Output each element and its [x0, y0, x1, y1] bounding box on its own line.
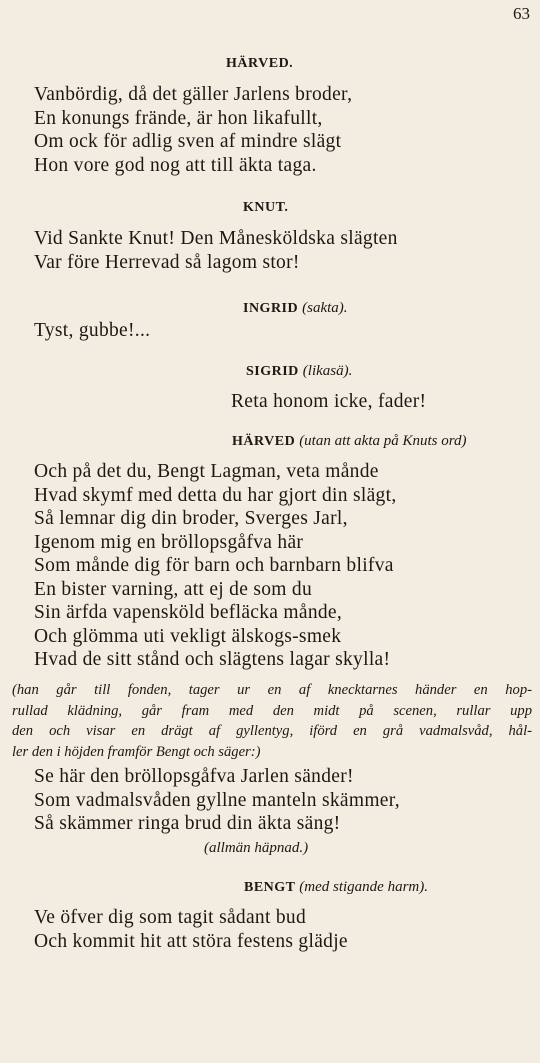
verse-line: Tyst, gubbe!... [34, 320, 151, 341]
verse-line: Och på det du, Bengt Lagman, veta månde [34, 461, 379, 482]
speaker-name: HÄRVED [232, 434, 296, 449]
verse-line: Om ock för adlig sven af mindre slägt [34, 131, 342, 152]
speaker-name: BENGT [244, 880, 296, 895]
speaker-harved [232, 433, 467, 450]
page-number: 63 [513, 4, 530, 23]
verse-sigrid [231, 390, 426, 414]
verse-line: Vanbördig, då det gäller Jarlens broder, [34, 84, 353, 105]
stage-line: rullad klädning, går fram med den midt på scenen, rullar upp [12, 702, 532, 719]
verse-line: Vid Sankte Knut! Den Månesköldska slägten [34, 228, 398, 249]
verse-line: Ve öfver dig som tagit sådant bud [34, 907, 307, 928]
verse-line: Som månde dig för barn och barnbarn blifva [34, 555, 394, 576]
stage-line: ler den i höjden framför Bengt och säger:) [12, 743, 261, 760]
speaker-bengt [244, 879, 428, 896]
stage-direction: (likasä). [302, 363, 353, 379]
stage-direction: (sakta). [302, 300, 348, 316]
verse-line: En konungs frände, är hon likafullt, [34, 107, 323, 129]
speaker-ingrid [243, 300, 348, 317]
verse-line: Så lemnar dig din broder, Sverges Jarl, [34, 508, 348, 529]
verse-line: Hvad skymf med detta du har gjort din slägt, [34, 484, 397, 506]
stage-line: den och visar en drägt af gyllentyg, iförd en grå vadmalsvåd, hål- [12, 723, 532, 739]
verse-line: Var före Herrevad så lagom stor! [34, 251, 300, 273]
stage-direction: (med stigande harm). [299, 879, 428, 895]
verse-line: Hon vore god nog att till äkta taga. [34, 154, 317, 176]
speaker-name: SIGRID [246, 364, 299, 379]
verse-line: Och glömma uti vekligt älskogs-smek [34, 625, 342, 647]
speaker-sigrid [246, 363, 352, 380]
verse-line: Igenom mig en bröllopsgåfva här [34, 531, 304, 553]
verse-harved-2 [34, 460, 397, 672]
verse-line: Se här den bröllopsgåfva Jarlen sänder! [34, 766, 354, 787]
verse-line: Så skämmer ringa brud din äkta säng! [34, 813, 341, 834]
verse-line: Hvad de sitt stånd och slägtens lagar skylla! [34, 649, 391, 670]
stage-direction: (utan att akta på Knuts ord) [299, 433, 467, 449]
verse-line: Reta honom icke, fader! [231, 391, 427, 412]
verse-bengt [34, 906, 348, 953]
verse-line: En bister varning, att ej de som du [34, 578, 313, 600]
verse-harved-3 [34, 765, 400, 836]
verse-harved-1 [34, 83, 352, 177]
speaker-knut: KNUT. [243, 200, 289, 215]
verse-knut [34, 227, 398, 274]
verse-ingrid [34, 319, 150, 343]
stage-line: (han går till fonden, tager ur en af knecktarnes händer en hop- [12, 682, 532, 698]
verse-line: Och kommit hit att störa festens glädje [34, 930, 348, 952]
stage-direction-paragraph [12, 680, 532, 762]
verse-line: Sin ärfda vapensköld befläcka månde, [34, 602, 343, 623]
verse-line: Som vadmalsvåden gyllne manteln skämmer, [34, 789, 400, 811]
speaker-name: INGRID [243, 301, 299, 316]
general-stage-direction: (allmän häpnad.) [204, 840, 309, 856]
speaker-harved: HÄRVED. [226, 56, 294, 71]
